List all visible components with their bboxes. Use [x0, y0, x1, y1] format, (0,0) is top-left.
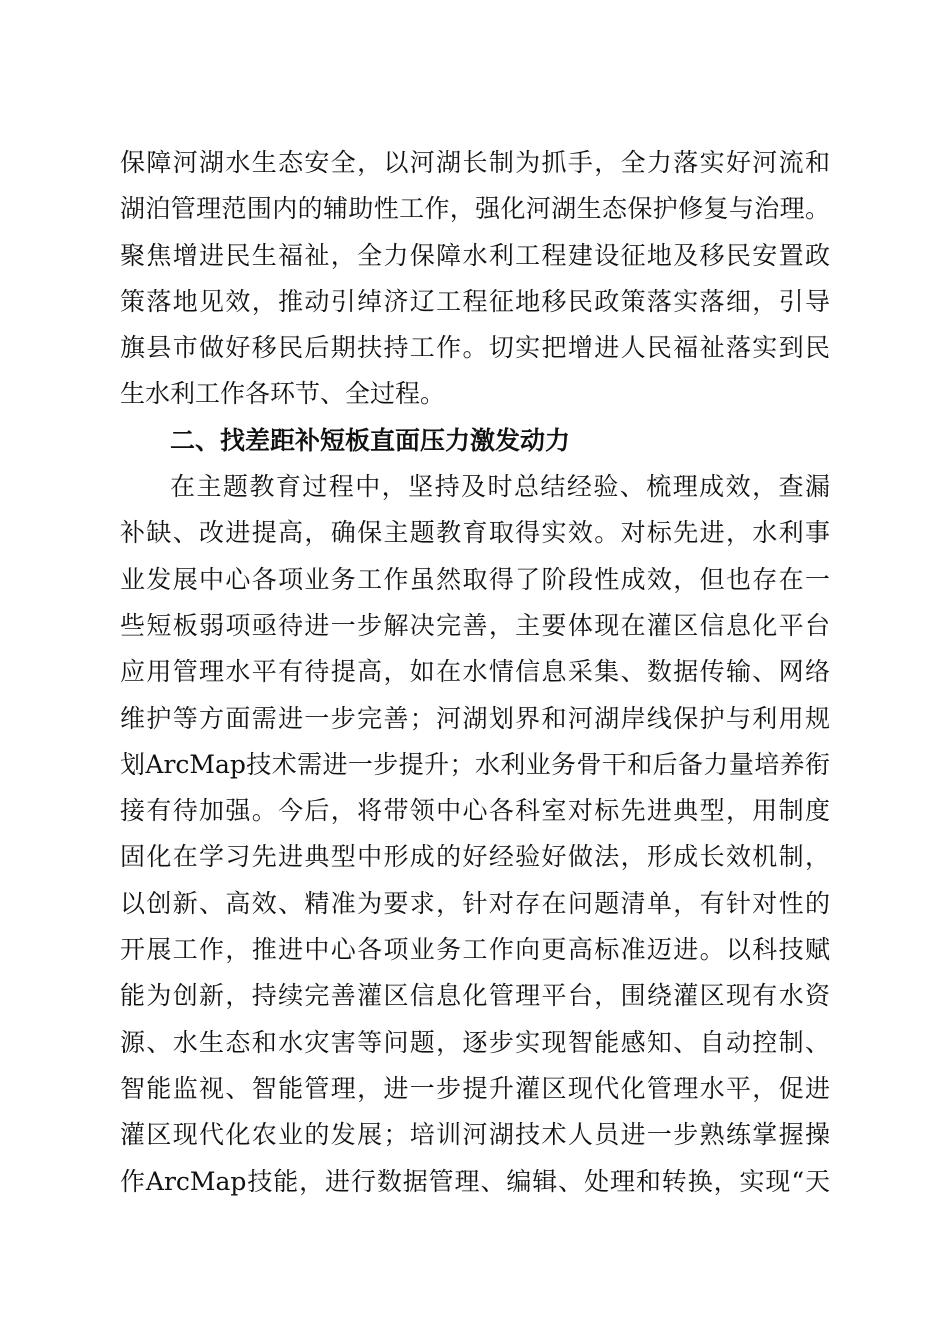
paragraph-line: 策落地见效，推动引绰济辽工程征地移民政策落实落细，引导: [120, 286, 830, 316]
paragraph-line: 在主题教育过程中，坚持及时总结经验、梳理成效，查漏: [170, 472, 830, 502]
paragraph-line: 能为创新，持续完善灌区信息化管理平台，围绕灌区现有水资: [120, 981, 830, 1011]
paragraph-line: 聚焦增进民生福祉，全力保障水利工程建设征地及移民安置政: [120, 240, 830, 270]
paragraph-line: 湖泊管理范围内的辅助性工作，强化河湖生态保护修复与治理。: [120, 194, 830, 224]
paragraph-line: 以创新、高效、精准为要求，针对存在问题清单，有针对性的: [120, 888, 830, 918]
paragraph-line: 补缺、改进提高，确保主题教育取得实效。对标先进，水利事: [120, 518, 830, 548]
paragraph-line: 源、水生态和水灾害等问题，逐步实现智能感知、自动控制、: [120, 1027, 830, 1057]
paragraph-line: 生水利工作各环节、全过程。: [120, 379, 446, 409]
paragraph-line: 维护等方面需进一步完善；河湖划界和河湖岸线保护与利用规: [120, 703, 830, 733]
section-heading: 二、找差距补短板直面压力激发动力: [170, 425, 571, 455]
paragraph-line: 划ArcMap技术需进一步提升；水利业务骨干和后备力量培养衔: [120, 749, 830, 779]
document-body: [120, 140, 830, 1205]
paragraph-line: 应用管理水平有待提高，如在水情信息采集、数据传输、网络: [120, 657, 830, 687]
paragraph-line: 开展工作，推进中心各项业务工作向更高标准迈进。以科技赋: [120, 935, 830, 965]
paragraph-line: 保障河湖水生态安全，以河湖长制为抓手，全力落实好河流和: [120, 148, 830, 177]
paragraph-line: 智能监视、智能管理，进一步提升灌区现代化管理水平，促进: [120, 1073, 830, 1103]
paragraph-line: 作ArcMap技能，进行数据管理、编辑、处理和转换，实现“天: [120, 1166, 830, 1196]
paragraph-line: 固化在学习先进典型中形成的好经验好做法，形成长效机制，: [120, 842, 830, 872]
paragraph-line: 接有待加强。今后，将带领中心各科室对标先进典型，用制度: [120, 796, 830, 826]
paragraph-line: 些短板弱项亟待进一步解决完善，主要体现在灌区信息化平台: [120, 610, 830, 640]
paragraph-line: 业发展中心各项业务工作虽然取得了阶段性成效，但也存在一: [120, 564, 830, 594]
paragraph-line: 旗县市做好移民后期扶持工作。切实把增进人民福祉落实到民: [120, 333, 830, 363]
paragraph-line: 灌区现代化农业的发展；培训河湖技术人员进一步熟练掌握操: [120, 1120, 830, 1150]
